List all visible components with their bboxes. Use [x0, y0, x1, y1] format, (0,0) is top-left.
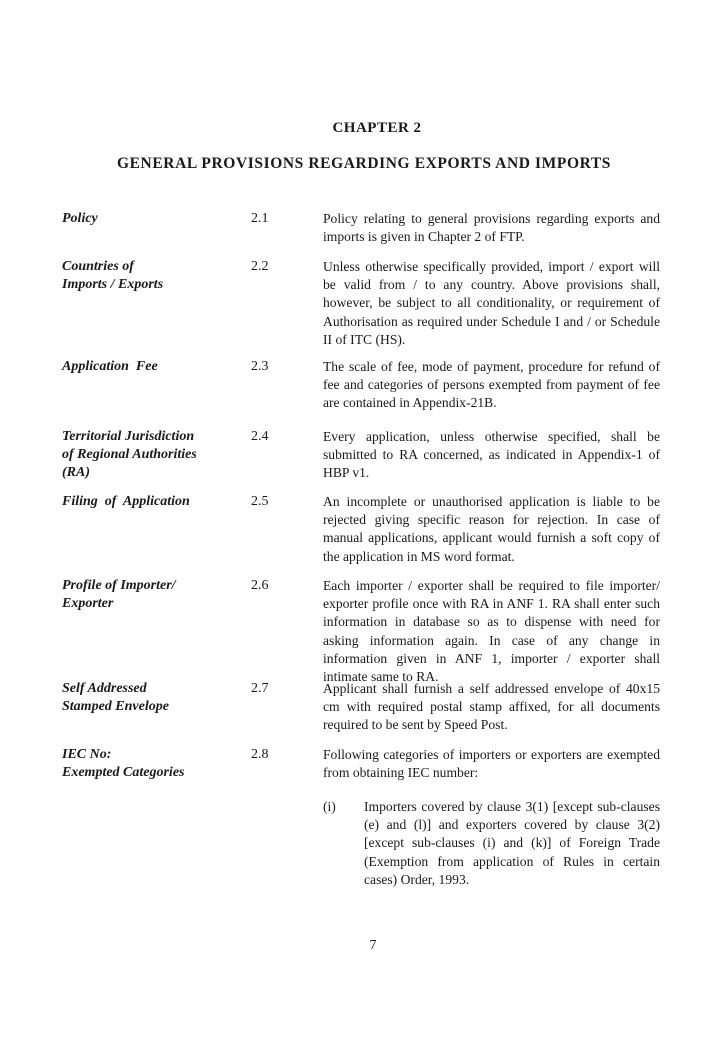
section-heading: Filing of Application: [62, 494, 190, 509]
section-heading: Countries of Imports / Exports: [62, 259, 164, 292]
section-number: 2.1: [251, 211, 269, 226]
subitem-label: (i): [323, 799, 336, 814]
section-heading: Self Addressed Stamped Envelope: [62, 681, 169, 714]
page-number: 7: [369, 938, 377, 953]
section-text: Unless otherwise specifically provided, import / export will be valid from / to any country. Above provisions shall, however, be subject to all conditionality, or requirement of Authorisation as required under Schedule I and / or Schedule II of ITC (HS).: [323, 259, 660, 347]
section-text: Following categories of importers or exporters are exempted from obtaining IEC number:: [323, 747, 660, 781]
section-text: Every application, unless otherwise specified, shall be submitted to RA concerned, as indicated in Appendix-1 of HBP v1.: [323, 429, 660, 481]
section-text: The scale of fee, mode of payment, procedure for refund of fee and categories of persons exempted from payment of fee are contained in Appendix-21B.: [323, 359, 660, 411]
section-number: 2.4: [251, 429, 269, 444]
section-text: Applicant shall furnish a self addressed envelope of 40x15 cm with required postal stamp affixed, for all documents required to be sent by Speed Post.: [323, 681, 660, 733]
section-heading: Policy: [62, 211, 98, 226]
chapter-label: CHAPTER 2: [332, 120, 422, 136]
section-number: 2.3: [251, 359, 269, 374]
section-number: 2.7: [251, 681, 269, 696]
section-text: Policy relating to general provisions regarding exports and imports is given in Chapter 2 of FTP.: [323, 211, 660, 245]
section-heading: IEC No: Exempted Categories: [62, 747, 185, 780]
section-heading: Territorial Jurisdiction of Regional Authorities (RA): [62, 429, 197, 480]
section-heading: Profile of Importer/ Exporter: [62, 578, 176, 611]
section-number: 2.2: [251, 259, 269, 274]
chapter-title: GENERAL PROVISIONS REGARDING EXPORTS AND IMPORTS: [116, 155, 612, 172]
section-text: An incomplete or unauthorised application is liable to be rejected giving specific reason for rejection. In case of manual applications, applicant would furnish a soft copy of the application in MS word format.: [323, 494, 660, 564]
section-text: Each importer / exporter shall be required to file importer/ exporter profile once with RA in ANF 1. RA shall enter such information in database so as to dispense with need for asking information again. In case of any change in information given in ANF 1, importer / exporter shall intimate same to RA.: [323, 578, 660, 685]
section-number: 2.6: [251, 578, 269, 593]
section-number: 2.5: [251, 494, 269, 509]
section-number: 2.8: [251, 747, 269, 762]
subitem-text: Importers covered by clause 3(1) [except sub-clauses (e) and (l)] and exporters covered by clause 3(2) [except sub-clauses (i) and (k)] of Foreign Trade (Exemption from application of Rules in certain cases) Order, 1993.: [364, 799, 660, 887]
section-heading: Application Fee: [62, 359, 158, 374]
